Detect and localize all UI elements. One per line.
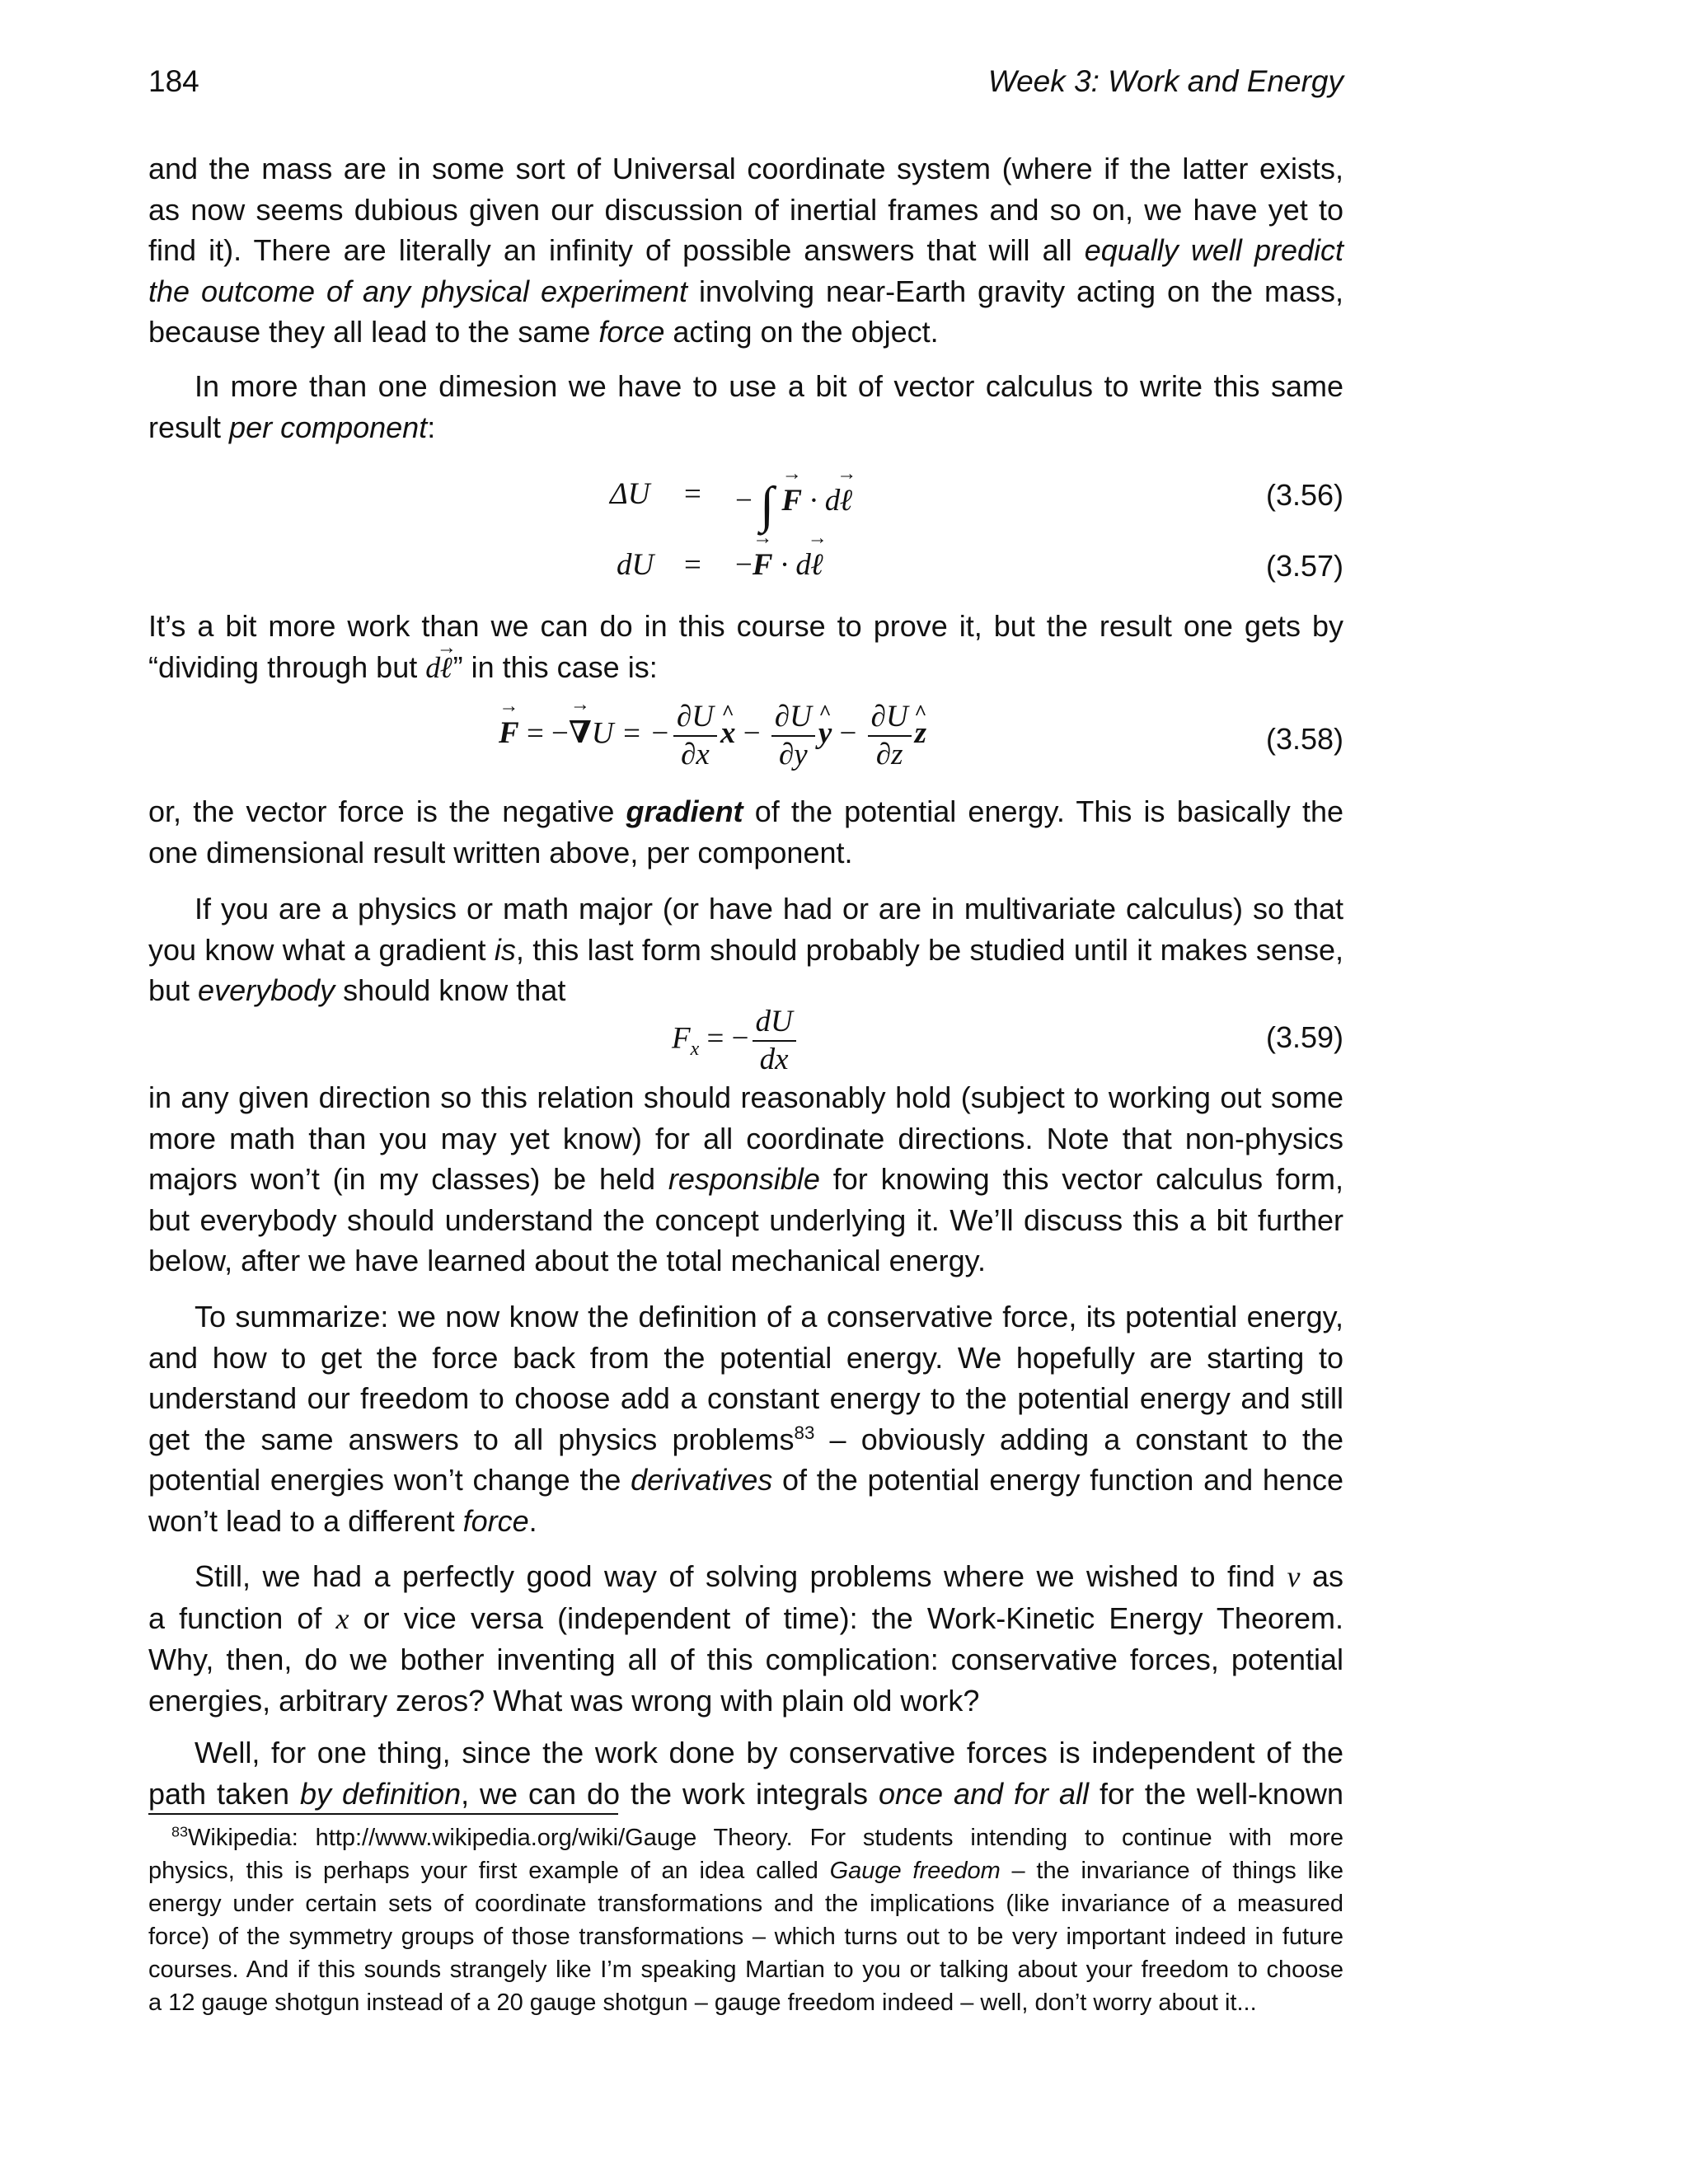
paragraph-4 bbox=[148, 791, 1343, 873]
text-line: $^{83}$Wikipedia: http://www.wikipedia.org/wiki/Gauge Theory. For students intending to continue with more bbox=[171, 1823, 1343, 1851]
text-line: and the mass are in some sort of Universal coordinate system (where if the latter exists, bbox=[148, 152, 1343, 185]
text-line: physics, this is perhaps your first example of an idea called Gauge freedom – the invariance of things like bbox=[148, 1858, 1343, 1884]
equation-number: (3.58) bbox=[1265, 722, 1343, 756]
text-line: result per component: bbox=[148, 410, 436, 444]
equation-3-56 bbox=[148, 470, 1343, 533]
text-line: energy under certain sets of coordinate transformations and the implications (like invariance of a measured bbox=[148, 1891, 1343, 1917]
eq-body: $F_x$ = − $\frac{dU}{dx}$ bbox=[672, 1004, 799, 1078]
paragraph-9 bbox=[148, 1732, 1343, 1814]
text-line: force) of the symmetry groups of those transformations – which turns out to be very important indeed in future bbox=[148, 1924, 1343, 1950]
eq-lhs: dU bbox=[617, 548, 654, 582]
footnote-marker: 83 bbox=[171, 1823, 188, 1840]
text-line: below, after we have learned about the total mechanical energy. bbox=[148, 1244, 986, 1277]
text-line: a function of x or vice versa (independent of time): the Work-Kinetic Energy Theorem. bbox=[148, 1601, 1343, 1635]
equation-number: (3.56) bbox=[1265, 478, 1343, 512]
text-line: won’t lead to a different force. bbox=[148, 1503, 537, 1538]
eq-body: F → = −∇ →U = − $\frac{\partial U}{\partial x}$ x ^ − $\frac{\partial U}{\partial y}$ y ^ − $\frac{\partial U}{\partial z}$ z ^ bbox=[499, 699, 926, 773]
text-line: potential energies won’t change the derivatives of the potential energy function and hence bbox=[148, 1463, 1343, 1497]
text-line: or, the vector force is the negative gradient of the potential energy. This is basically the bbox=[148, 794, 1343, 828]
text-line: If you are a physics or math major (or have had or are in multivariate calculus) so that bbox=[195, 892, 1343, 926]
text-line: To summarize: we now know the definition of a conservative force, its potential energy, bbox=[195, 1300, 1343, 1333]
text-line: as now seems dubious given our discussion of inertial frames and so on, we have yet to bbox=[148, 192, 1343, 227]
text-line: Well, for one thing, since the work done by conservative forces is independent of the bbox=[195, 1736, 1343, 1769]
equation-number: (3.59) bbox=[1265, 1020, 1343, 1054]
text-line: majors won’t (in my classes) be held responsible for knowing this vector calculus form, bbox=[148, 1162, 1343, 1196]
paragraph-2 bbox=[148, 366, 1343, 448]
equation-3-59 bbox=[148, 1004, 1343, 1086]
eq-relation: = bbox=[684, 548, 701, 582]
integral-sign: ∫ bbox=[760, 477, 775, 533]
footnote bbox=[148, 1821, 1343, 2019]
equation-3-58 bbox=[148, 699, 1343, 781]
text-line: energies, arbitrary zeros? What was wrong with plain old work? bbox=[148, 1683, 980, 1718]
paragraph-6 bbox=[148, 1077, 1343, 1282]
running-title: Week 3: Work and Energy bbox=[987, 64, 1343, 98]
text-line: courses. And if this sounds strangely like I’m speaking Martian to you or talking about your freedom to choose bbox=[148, 1957, 1343, 1983]
text-line: but everybody should know that bbox=[148, 973, 566, 1007]
text-line: find it). There are literally an infinity of possible answers that will all equally well predict bbox=[148, 233, 1343, 267]
text-line: “dividing through but dℓ →” in this case is: bbox=[148, 647, 1343, 689]
text-line: understand our freedom to choose add a constant energy to the potential energy and still bbox=[148, 1381, 1343, 1415]
text-line: the outcome of any physical experiment involving near-Earth gravity acting on the mass, bbox=[148, 274, 1344, 308]
eq-rhs: −F → · dℓ → bbox=[735, 547, 824, 583]
equation-number: (3.57) bbox=[1265, 549, 1343, 583]
text-line: In more than one dimesion we have to use a bit of vector calculus to write this same bbox=[195, 369, 1343, 403]
text-line: Still, we had a perfectly good way of solving problems where we wished to find v as bbox=[195, 1559, 1343, 1593]
text-line: but everybody should understand the concept underlying it. We’ll discuss this a bit further bbox=[148, 1202, 1343, 1237]
eq-rhs: − ∫ F → · dℓ → bbox=[735, 476, 853, 535]
text-line: more math than you may yet know) for all coordinate directions. Note that non-physics bbox=[148, 1121, 1343, 1155]
eq-lhs: ΔU bbox=[610, 477, 650, 511]
text-line: It’s a bit more work than we can do in this course to prove it, but the result one gets by bbox=[148, 609, 1343, 643]
text-line: path taken by definition, we can do the work integrals once and for all for the well-known bbox=[148, 1776, 1343, 1811]
footnote-marker: 83 bbox=[794, 1422, 815, 1443]
paragraph-8 bbox=[148, 1556, 1343, 1721]
text-line: because they all lead to the same force acting on the object. bbox=[148, 315, 939, 349]
text-line: one dimensional result written above, per component. bbox=[148, 835, 853, 869]
equation-3-57 bbox=[148, 544, 1343, 590]
text-line: and how to get the force back from the potential energy. We hopefully are starting to bbox=[148, 1340, 1343, 1375]
paragraph-7 bbox=[148, 1296, 1343, 1541]
paragraph-3 bbox=[148, 606, 1343, 688]
paragraph-5 bbox=[148, 888, 1343, 1011]
text-line: a 12 gauge shotgun instead of a 20 gauge shotgun – gauge freedom indeed – well, don’t worry about it... bbox=[148, 1990, 1257, 2016]
paragraph-1 bbox=[148, 148, 1343, 353]
page-number: 184 bbox=[148, 64, 199, 98]
page-header bbox=[148, 64, 1343, 105]
eq-relation: = bbox=[684, 477, 701, 511]
text-line: Why, then, do we bother inventing all of this complication: conservative forces, potential bbox=[148, 1643, 1343, 1676]
text-line: you know what a gradient is, this last form should probably be studied until it makes sense, bbox=[148, 932, 1343, 967]
text-line: in any given direction so this relation should reasonably hold (subject to working out some bbox=[148, 1080, 1343, 1114]
footnote-rule bbox=[148, 1813, 618, 1815]
text-line: get the same answers to all physics problems$^{83}$ – obviously adding a constant to the bbox=[148, 1422, 1343, 1456]
